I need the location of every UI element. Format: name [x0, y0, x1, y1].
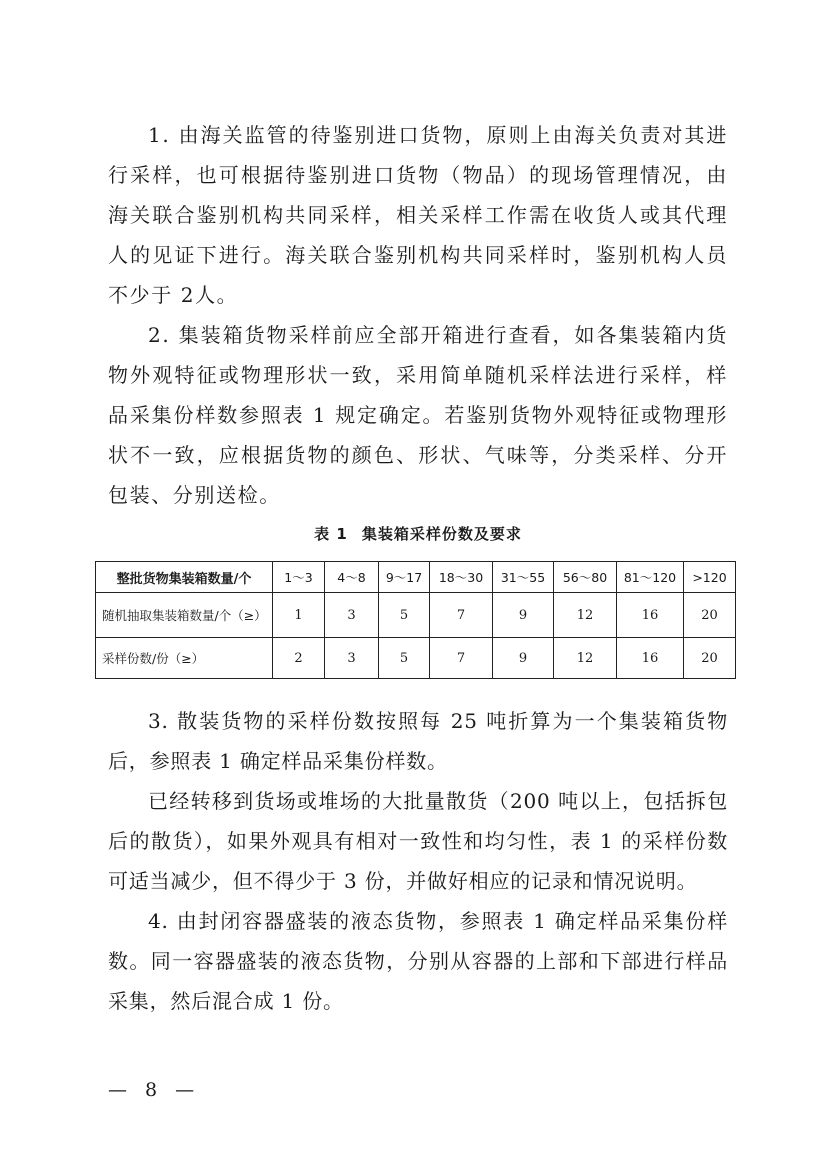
table-caption-number: 表 1	[314, 525, 348, 543]
table-header-row	[96, 562, 736, 593]
table-cell: 20	[684, 638, 736, 679]
table-caption-title: 集装箱采样份数及要求	[361, 525, 522, 543]
table-cell: 12	[554, 638, 617, 679]
table-cell: 2	[273, 638, 325, 679]
table-cell: 3	[325, 593, 379, 638]
table-header-cell: 31～55	[493, 562, 554, 593]
table-cell: 7	[430, 638, 493, 679]
page-number: — 8 —	[108, 1079, 201, 1101]
table-header-cell: 1～3	[273, 562, 325, 593]
paragraph-4: 已经转移到货场或堆场的大批量散货（200 吨以上，包括拆包后的散货），如果外观具有相对一致性和均匀性，表 1 的采样份数可适当减少，但不得少于 3 份，并做好相应的记录和情况说明。	[108, 789, 728, 893]
table-header-cell: 9～17	[379, 562, 430, 593]
table-cell: 16	[617, 638, 684, 679]
table-row-label: 采样份数/份（≥）	[96, 638, 273, 679]
table-cell: 12	[554, 593, 617, 638]
table-cell: 3	[325, 638, 379, 679]
paragraph-5: 4. 由封闭容器盛装的液态货物，参照表 1 确定样品采集份样数。同一容器盛装的液态货物，分别从容器的上部和下部进行样品采集，然后混合成 1 份。	[108, 909, 728, 1013]
table-cell: 5	[379, 593, 430, 638]
table-cell: 7	[430, 593, 493, 638]
table-caption	[108, 523, 728, 544]
table-cell: 5	[379, 638, 430, 679]
table-header-cell: 18～30	[430, 562, 493, 593]
table-cell: 9	[493, 638, 554, 679]
table-cell: 16	[617, 593, 684, 638]
sampling-table	[95, 561, 736, 679]
table-header-cell: 整批货物集装箱数量/个	[96, 562, 273, 593]
table-row-label: 随机抽取集装箱数量/个（≥）	[96, 593, 273, 638]
table-header-cell: >120	[684, 562, 736, 593]
table-cell: 9	[493, 593, 554, 638]
paragraph-1: 1. 由海关监管的待鉴别进口货物，原则上由海关负责对其进行采样，也可根据待鉴别进口货物（物品）的现场管理情况，由海关联合鉴别机构共同采样，相关采样工作需在收货人或其代理人的见证下进行。海关联合鉴别机构共同采样时，鉴别机构人员不少于 2人。	[108, 123, 728, 307]
paragraph-2: 2. 集装箱货物采样前应全部开箱进行查看，如各集装箱内货物外观特征或物理形状一致，采用简单随机采样法进行采样，样品采集份样数参照表 1 规定确定。若鉴别货物外观特征或物理形状不一致，应根据货物的颜色、形状、气味等，分类采样、分开包装、分别送检。	[108, 323, 728, 507]
table-cell: 1	[273, 593, 325, 638]
table-row	[96, 593, 736, 638]
paragraph-3: 3. 散装货物的采样份数按照每 25 吨折算为一个集装箱货物后，参照表 1 确定样品采集份样数。	[108, 709, 728, 773]
table-header-cell: 81～120	[617, 562, 684, 593]
table-cell: 20	[684, 593, 736, 638]
table-header-cell: 56～80	[554, 562, 617, 593]
table-header-cell: 4～8	[325, 562, 379, 593]
table-row	[96, 638, 736, 679]
